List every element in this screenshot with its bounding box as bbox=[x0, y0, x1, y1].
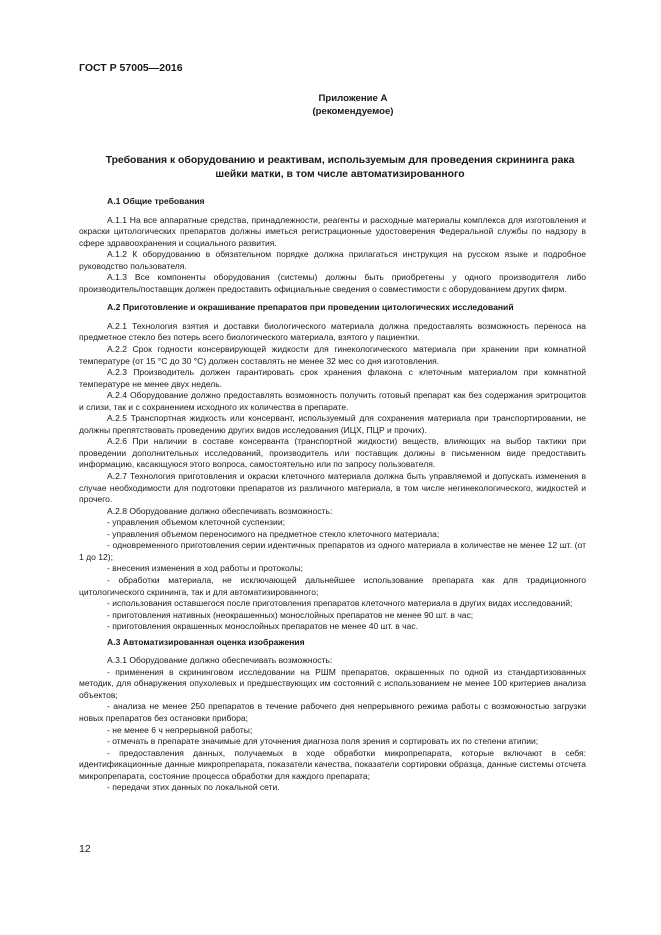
section-heading: А.1 Общие требования bbox=[107, 196, 205, 206]
paragraph: А.1.2 К оборудованию в обязательном порядке должна прилагаться инструкция на русском языке и подробное руководство пользователя. bbox=[79, 249, 586, 271]
page-number: 12 bbox=[79, 843, 91, 855]
list-item: - одновременного приготовления серии идентичных препаратов из одного материала в количестве не менее 12 шт. (от 1 до 12); bbox=[79, 540, 586, 562]
list-item: - отмечать в препарате значимые для уточнения диагноза поля зрения и сортировать их по степени атипии; bbox=[107, 736, 539, 747]
paragraph: А.2.5 Транспортная жидкость или консервант, используемый для сохранения материала при транспортировании, не должны препятствовать проведению других видов исследования (ИЦХ, ПЦР и прочих). bbox=[79, 413, 586, 435]
list-item: - обработки материала, не исключающей дальнейшее использование препарата как для традиционного цитологического скрининга, так и для автоматизированного; bbox=[79, 574, 586, 597]
list-item: - передачи этих данных по локальной сети. bbox=[107, 782, 280, 793]
list-item: - использования оставшегося после приготовления препаратов клеточного материала в других видах исследований; bbox=[107, 598, 573, 609]
list-item: - приготовления окрашенных монослойных препаратов не менее 40 шт. в час. bbox=[107, 621, 418, 632]
section-heading: А.2 Приготовление и окрашивание препаратов при проведении цитологических исследований bbox=[107, 302, 514, 313]
document-body bbox=[79, 196, 586, 794]
paragraph: А.2.2 Срок годности консервирующей жидкости для гинекологического материала при хранении при комнатной температуре (от 15 °С до 30 °С) должен составлять не менее 32 мес со дня изготовления. bbox=[79, 344, 586, 366]
paragraph: А.3.1 Оборудование должно обеспечивать возможность: bbox=[107, 655, 333, 666]
list-item: - не менее 6 ч непрерывной работы; bbox=[107, 724, 253, 735]
list-item: - анализа не менее 250 препаратов в течение рабочего дня непрерывного режима работы с возможностью загрузки новых препаратов без остановки прибора; bbox=[79, 701, 586, 723]
paragraph: А.2.4 Оборудование должно предоставлять возможность получить готовый препарат как без содержания эритроцитов и слизи, так и с сохранением исходного их количества в препарате. bbox=[79, 390, 586, 412]
document-title: Требования к оборудованию и реактивам, используемым для проведения скрининга рака шейки матки, в том числе автоматизированного bbox=[105, 155, 575, 180]
paragraph: А.2.8 Оборудование должно обеспечивать возможность: bbox=[107, 505, 333, 516]
list-item: - управления объемом клеточной суспензии; bbox=[107, 517, 285, 528]
section-heading: А.3 Автоматизированная оценка изображения bbox=[107, 636, 305, 647]
annex-title: Приложение А bbox=[318, 93, 388, 104]
list-item: - предоставления данных, получаемых в ходе обработки микропрепарата, которые включают в себя: идентификационные данные микропрепарата, показатели качества, показатели сортировки образца, данные системы отсчета микропрепарата, состояние процесса обработки для каждого препарата; bbox=[79, 747, 586, 781]
list-item: - внесения изменения в ход работы и протоколы; bbox=[107, 563, 304, 574]
annex-block bbox=[0, 92, 661, 118]
paragraph: А.2.1 Технология взятия и доставки биологического материала должна предоставлять возможность переноса на предметное стекло без потерь всего биологического материала, взятого у пациентки. bbox=[79, 320, 586, 343]
annex-subtitle: (рекомендуемое) bbox=[312, 106, 394, 117]
paragraph: А.2.7 Технология приготовления и окраски клеточного материала должна быть управляемой и допускать изменения в случае необходимости для подготовки препаратов из различного материала, в том числе негинекологического, жидкостей и прочего. bbox=[79, 471, 586, 505]
list-item: - приготовления нативных (неокрашенных) монослойных препаратов не менее 90 шт. в час; bbox=[107, 609, 474, 620]
list-item: - применения в скрининговом исследовании на РШМ препаратов, окрашенных по одной из стандартизованных методик, для обнаружения опухолевых и предшествующих им состояний с использованием не менее 100 критериев анализа объектов; bbox=[79, 666, 586, 700]
paragraph: А.1.3 Все компоненты оборудования (системы) должны быть приобретены у одного производителя либо производитель/поставщик должен предоставить официальные сведения о совместимости с оборудованием других фирм. bbox=[79, 272, 586, 294]
paragraph: А.1.1 На все аппаратные средства, принадлежности, реагенты и расходные материалы комплекса для изготовления и окраски цитологических препаратов должны иметься регистрационные удостоверения Федеральной службы по надзору в сфере здравоохранения и социального развития. bbox=[79, 214, 586, 248]
paragraph: А.2.3 Производитель должен гарантировать срок хранения флакона с клеточным материалом при комнатной температуре не менее двух недель. bbox=[79, 367, 586, 389]
standard-header: ГОСТ Р 57005—2016 bbox=[79, 62, 183, 74]
paragraph: А.2.6 При наличии в составе консерванта (транспортной жидкости) веществ, влияющих на выбор тактики при проведении дополнительных исследований, производитель или поставщик должны в письменном виде предоставить информацию, касающуюся этого вопроса, самостоятельно или по запросу пользователя. bbox=[79, 436, 586, 470]
list-item: - управления объемом переносимого на предметное стекло клеточного материала; bbox=[107, 528, 440, 539]
